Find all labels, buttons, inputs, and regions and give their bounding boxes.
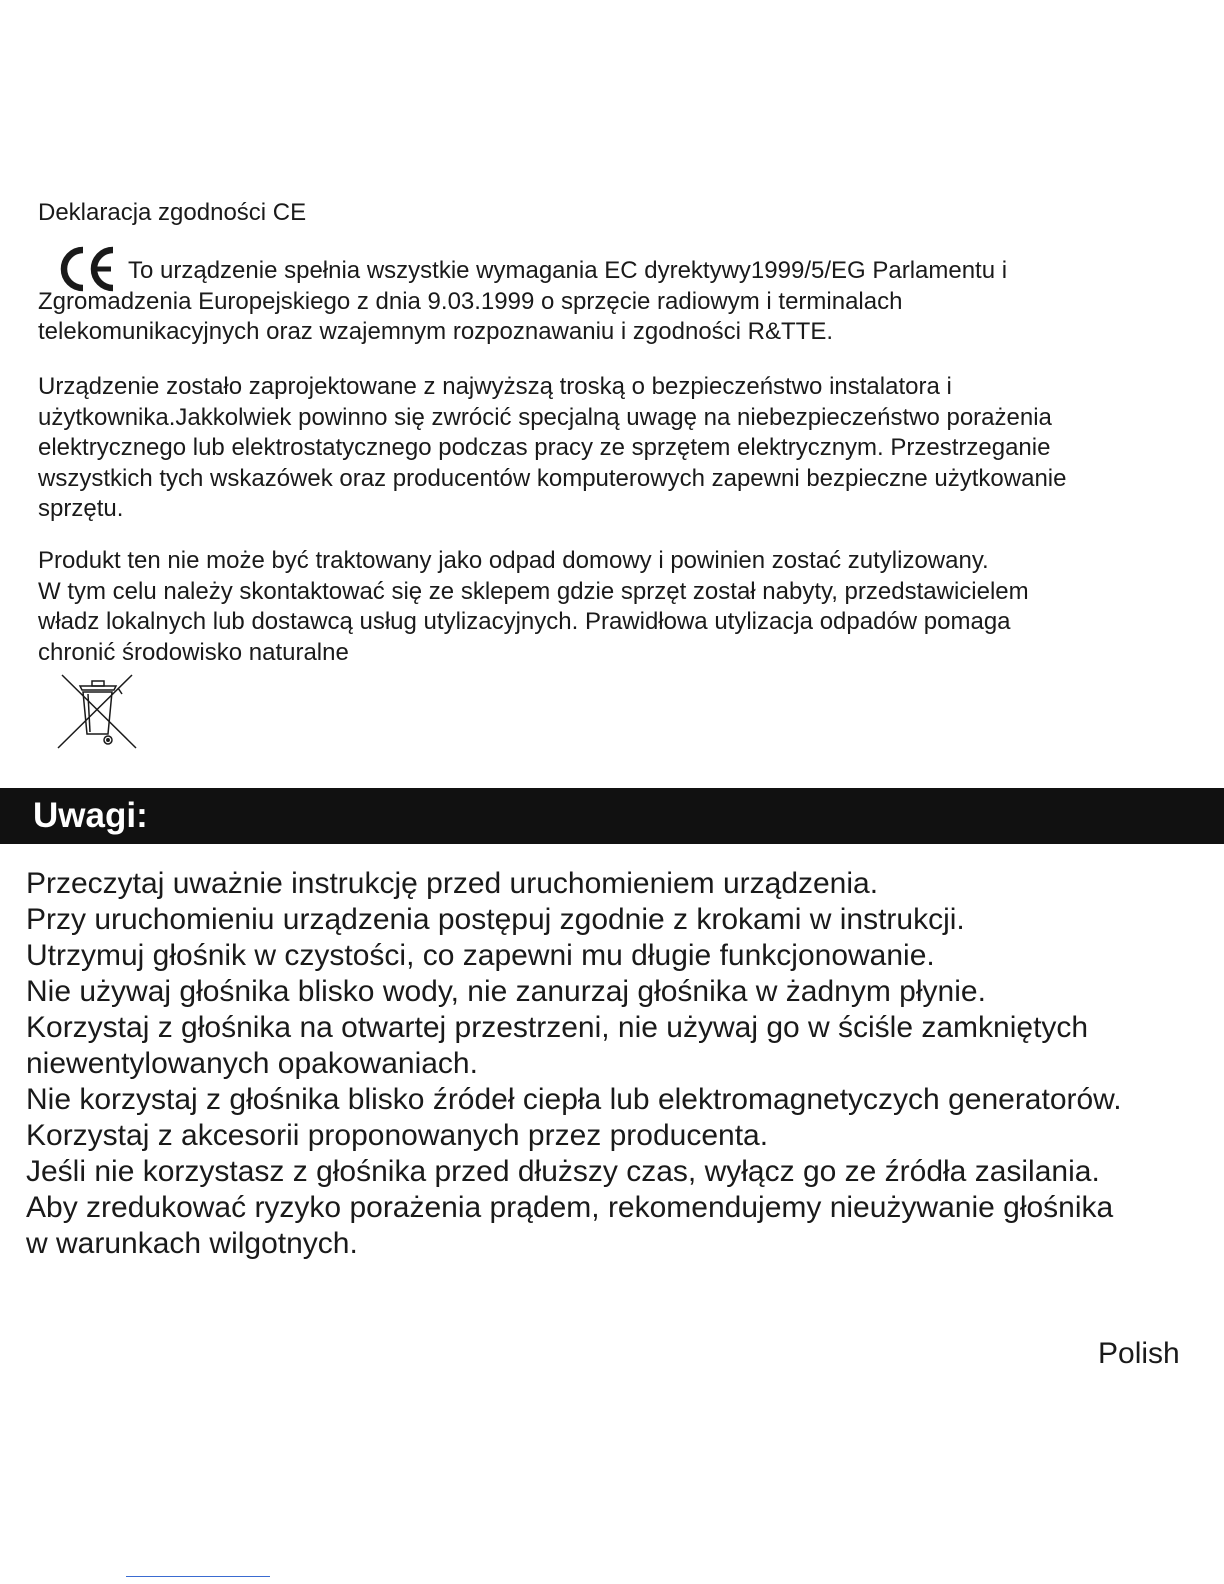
note-line: Korzystaj z głośnika na otwartej przestrzeni, nie używaj go w ściśle zamkniętych bbox=[26, 1011, 1089, 1044]
paragraph-line: użytkownika.Jakkolwiek powinno się zwrócić specjalną uwagę na niebezpieczeństwo porażenia bbox=[38, 403, 1052, 431]
footer-divider bbox=[126, 1576, 270, 1577]
note-line: Nie używaj głośnika blisko wody, nie zanurzaj głośnika w żadnym płynie. bbox=[26, 975, 986, 1008]
ce-declaration-paragraph bbox=[38, 256, 1214, 348]
note-line: Aby zredukować ryzyko porażenia prądem, rekomendujemy nieużywanie głośnika bbox=[26, 1191, 1114, 1224]
paragraph-line: Urządzenie zostało zaprojektowane z najwyższą troską o bezpieczeństwo instalatora i bbox=[38, 373, 952, 400]
crossed-out-wheelie-bin-icon bbox=[54, 672, 140, 752]
note-line: Jeśli nie korzystasz z głośnika przed dłuższy czas, wyłącz go ze źródła zasilania. bbox=[26, 1155, 1100, 1188]
paragraph-line: Zgromadzenia Europejskiego z dnia 9.03.1999 o sprzęcie radiowym i terminalach bbox=[38, 287, 903, 315]
note-line: Korzystaj z akcesorii proponowanych przez producenta. bbox=[26, 1119, 769, 1152]
paragraph-line: wszystkich tych wskazówek oraz producentów komputerowych zapewni bezpieczne użytkowanie bbox=[38, 464, 1067, 492]
note-line: Przeczytaj uważnie instrukcję przed uruchomieniem urządzenia. bbox=[26, 867, 879, 900]
paragraph-line: Produkt ten nie może być traktowany jako odpad domowy i powinien zostać zutylizowany. bbox=[38, 547, 989, 574]
paragraph-line: elektrycznego lub elektrostatycznego podczas pracy ze sprzętem elektrycznym. Przestrzeganie bbox=[38, 434, 1051, 461]
paragraph-line: To urządzenie spełnia wszystkie wymagania EC dyrektywy1999/5/EG Parlamentu i bbox=[128, 257, 1008, 284]
notes-list bbox=[26, 866, 1216, 1262]
paragraph-line: władz lokalnych lub dostawcą usług utylizacyjnych. Prawidłowa utylizacja odpadów pomaga bbox=[38, 608, 1011, 635]
note-line: niewentylowanych opakowaniach. bbox=[26, 1047, 478, 1080]
note-line: Utrzymuj głośnik w czystości, co zapewni mu długie funkcjonowanie. bbox=[26, 939, 935, 972]
note-line: Przy uruchomieniu urządzenia postępuj zgodnie z krokami w instrukcji. bbox=[26, 903, 965, 936]
waste-disposal-paragraph bbox=[38, 546, 1214, 668]
paragraph-line: chronić środowisko naturalne bbox=[38, 638, 349, 666]
safety-paragraph bbox=[38, 372, 1214, 525]
note-line: Nie korzystaj z głośnika blisko źródeł ciepła lub elektromagnetyczych generatorów. bbox=[26, 1083, 1122, 1116]
paragraph-line: W tym celu należy skontaktować się ze sklepem gdzie sprzęt został nabyty, przedstawicielem bbox=[38, 577, 1029, 605]
notes-header-bar bbox=[0, 788, 1224, 844]
declaration-title: Deklaracja zgodności CE bbox=[38, 199, 307, 226]
paragraph-line: telekomunikacyjnych oraz wzajemnym rozpoznawaniu i zgodności R&TTE. bbox=[38, 318, 833, 345]
note-line: w warunkach wilgotnych. bbox=[26, 1227, 358, 1260]
paragraph-line: sprzętu. bbox=[38, 495, 124, 522]
language-label: Polish bbox=[1098, 1337, 1180, 1370]
notes-title: Uwagi: bbox=[33, 796, 148, 835]
